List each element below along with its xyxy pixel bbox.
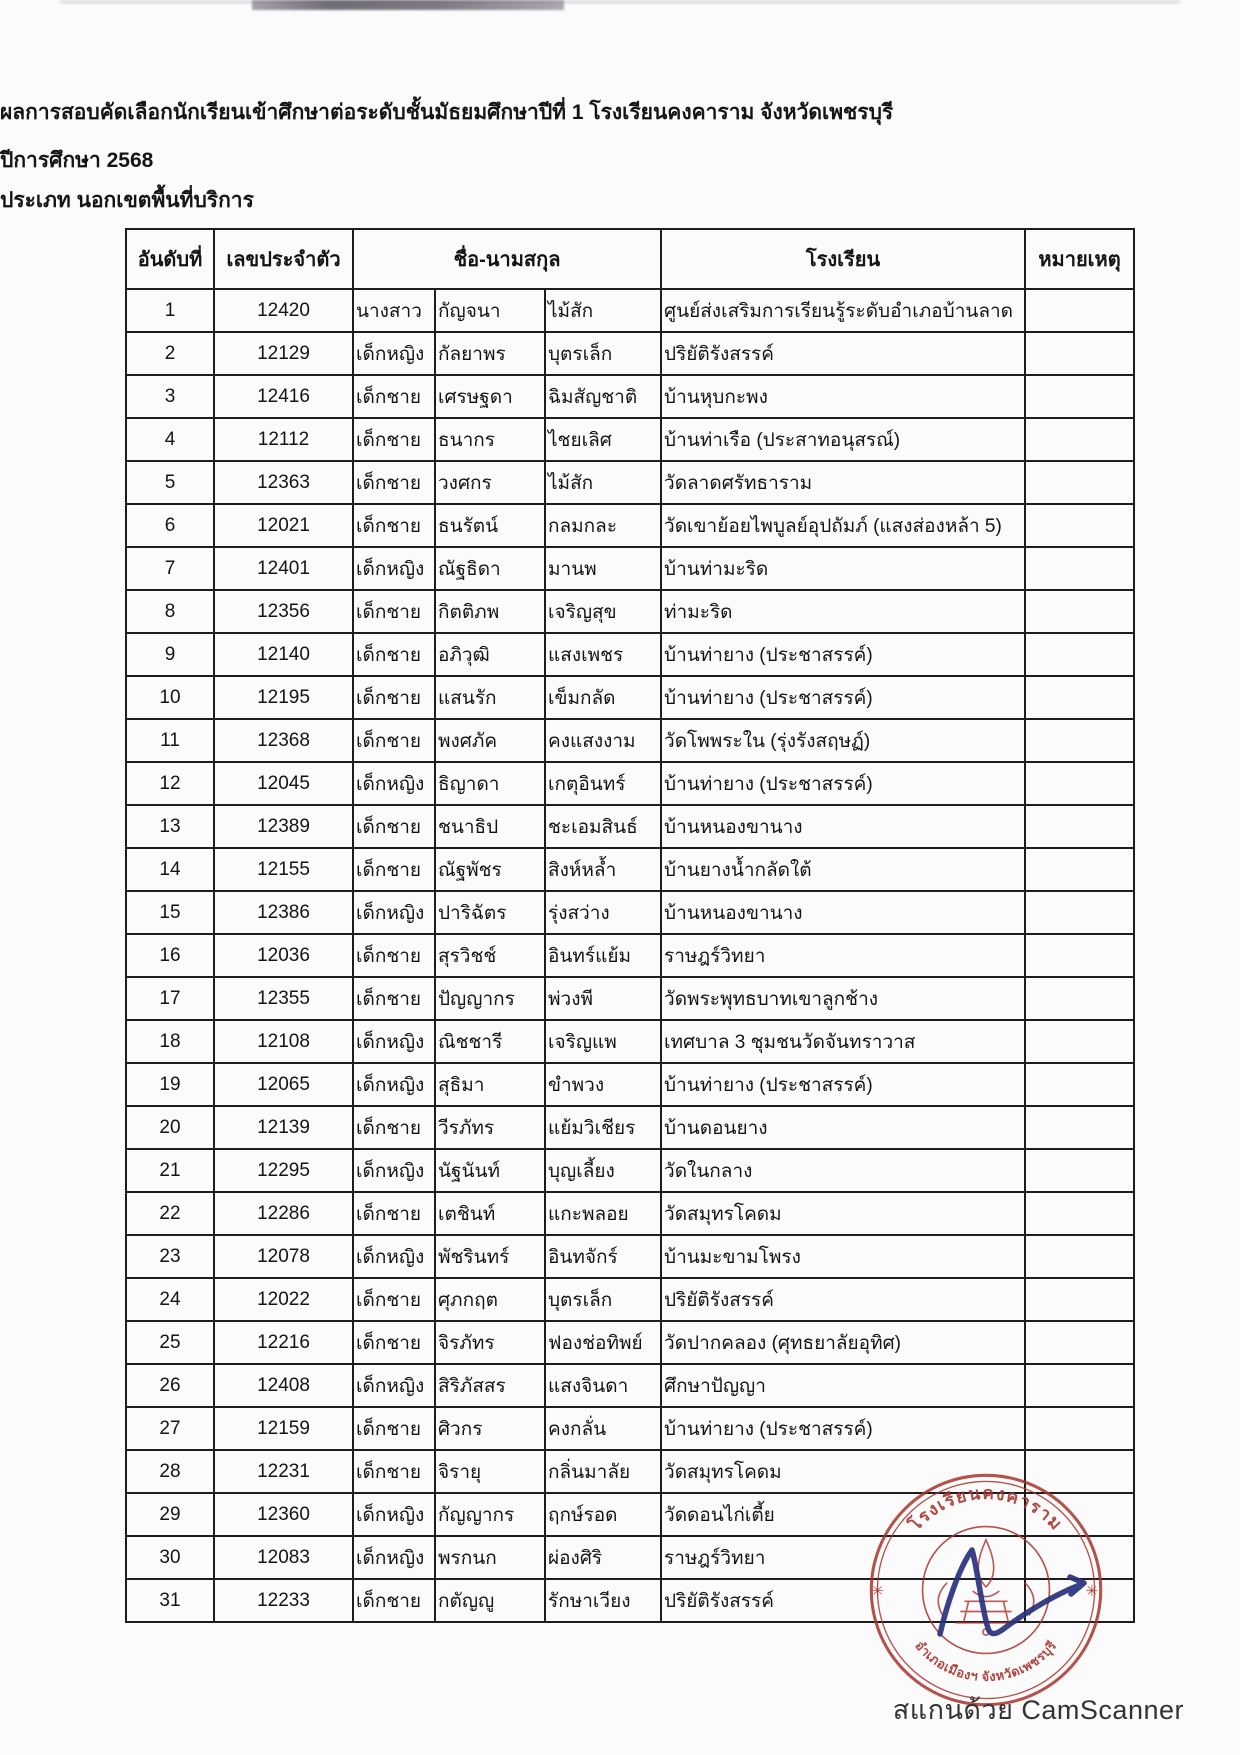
cell-title: เด็กชาย	[353, 719, 435, 762]
cell-student-id: 12078	[214, 1235, 353, 1278]
cell-first-name: กัญจนา	[435, 289, 545, 332]
table-row	[126, 1536, 1134, 1579]
table-row	[126, 1450, 1134, 1493]
cell-remark	[1025, 891, 1134, 934]
cell-last-name: ผ่องศิริ	[545, 1536, 661, 1579]
cell-remark	[1025, 547, 1134, 590]
cell-last-name: ฤกษ์รอด	[545, 1493, 661, 1536]
cell-remark	[1025, 590, 1134, 633]
cell-student-id: 12295	[214, 1149, 353, 1192]
cell-rank: 28	[126, 1450, 214, 1493]
cell-first-name: พงศภัค	[435, 719, 545, 762]
cell-first-name: ธิญาดา	[435, 762, 545, 805]
cell-rank: 21	[126, 1149, 214, 1192]
cell-remark	[1025, 1407, 1134, 1450]
header-student-id: เลขประจำตัว	[214, 229, 353, 289]
cell-title: เด็กชาย	[353, 676, 435, 719]
table-row	[126, 1149, 1134, 1192]
cell-school: บ้านดอนยาง	[661, 1106, 1025, 1149]
cell-title: เด็กชาย	[353, 375, 435, 418]
cell-student-id: 12159	[214, 1407, 353, 1450]
cell-student-id: 12233	[214, 1579, 353, 1622]
cell-title: เด็กหญิง	[353, 1493, 435, 1536]
category-line: ประเภท นอกเขตพื้นที่บริการ	[0, 189, 254, 212]
cell-last-name: เจริญสุข	[545, 590, 661, 633]
cell-school: บ้านท่ายาง (ประชาสรรค์)	[661, 633, 1025, 676]
cell-remark	[1025, 1106, 1134, 1149]
cell-student-id: 12401	[214, 547, 353, 590]
cell-last-name: แสงเพชร	[545, 633, 661, 676]
cell-remark	[1025, 1493, 1134, 1536]
cell-first-name: ณิชชารี	[435, 1020, 545, 1063]
cell-school: บ้านหนองขานาง	[661, 891, 1025, 934]
cell-rank: 14	[126, 848, 214, 891]
academic-year-line: ปีการศึกษา 2568	[0, 149, 154, 172]
seal-bottom-text: อำเภอเมืองฯ จังหวัดเพชรบุรี	[912, 1637, 1060, 1685]
cell-rank: 23	[126, 1235, 214, 1278]
table-row	[126, 504, 1134, 547]
cell-remark	[1025, 1450, 1134, 1493]
cell-student-id: 12021	[214, 504, 353, 547]
cell-remark	[1025, 418, 1134, 461]
cell-student-id: 12360	[214, 1493, 353, 1536]
cell-title: เด็กชาย	[353, 633, 435, 676]
cell-last-name: ไม้สัก	[545, 461, 661, 504]
cell-first-name: พรกนก	[435, 1536, 545, 1579]
cell-first-name: ปาริฉัตร	[435, 891, 545, 934]
cell-first-name: วีรภัทร	[435, 1106, 545, 1149]
cell-remark	[1025, 1192, 1134, 1235]
cell-title: เด็กหญิง	[353, 1235, 435, 1278]
cell-student-id: 12022	[214, 1278, 353, 1321]
table-row	[126, 547, 1134, 590]
cell-student-id: 12355	[214, 977, 353, 1020]
cell-first-name: เตชินท์	[435, 1192, 545, 1235]
cell-rank: 17	[126, 977, 214, 1020]
cell-rank: 29	[126, 1493, 214, 1536]
cell-student-id: 12139	[214, 1106, 353, 1149]
cell-first-name: สุรวิชช์	[435, 934, 545, 977]
cell-school: บ้านท่ายาง (ประชาสรรค์)	[661, 1063, 1025, 1106]
cell-school: วัดในกลาง	[661, 1149, 1025, 1192]
cell-title: เด็กหญิง	[353, 1020, 435, 1063]
cell-school: บ้านหุบกะพง	[661, 375, 1025, 418]
cell-rank: 27	[126, 1407, 214, 1450]
cell-first-name: จิรภัทร	[435, 1321, 545, 1364]
table-row	[126, 590, 1134, 633]
cell-remark	[1025, 805, 1134, 848]
cell-school: วัดสมุทรโคดม	[661, 1450, 1025, 1493]
cell-student-id: 12363	[214, 461, 353, 504]
cell-school: บ้านท่ายาง (ประชาสรรค์)	[661, 762, 1025, 805]
cell-title: เด็กชาย	[353, 1192, 435, 1235]
cell-title: เด็กชาย	[353, 1106, 435, 1149]
cell-rank: 15	[126, 891, 214, 934]
table-row	[126, 1106, 1134, 1149]
cell-school: บ้านมะขามโพรง	[661, 1235, 1025, 1278]
cell-student-id: 12389	[214, 805, 353, 848]
cell-last-name: คงกลั่น	[545, 1407, 661, 1450]
table-row	[126, 1493, 1134, 1536]
cell-title: เด็กหญิง	[353, 1364, 435, 1407]
cell-title: นางสาว	[353, 289, 435, 332]
cell-title: เด็กชาย	[353, 504, 435, 547]
table-row	[126, 1278, 1134, 1321]
cell-first-name: ชนาธิป	[435, 805, 545, 848]
cell-school: วัดพระพุทธบาทเขาลูกช้าง	[661, 977, 1025, 1020]
cell-title: เด็กชาย	[353, 1278, 435, 1321]
table-row	[126, 633, 1134, 676]
header-rank: อันดับที่	[126, 229, 214, 289]
cell-last-name: มานพ	[545, 547, 661, 590]
cell-school: วัดเขาย้อยไพบูลย์อุปถัมภ์ (แสงส่องหล้า 5)	[661, 504, 1025, 547]
cell-title: เด็กชาย	[353, 805, 435, 848]
cell-student-id: 12112	[214, 418, 353, 461]
cell-first-name: วงศกร	[435, 461, 545, 504]
cell-last-name: ฉิมสัญชาติ	[545, 375, 661, 418]
cell-rank: 11	[126, 719, 214, 762]
cell-first-name: ธนากร	[435, 418, 545, 461]
cell-last-name: แกะพลอย	[545, 1192, 661, 1235]
cell-last-name: คงแสงงาม	[545, 719, 661, 762]
cell-remark	[1025, 633, 1134, 676]
cell-rank: 30	[126, 1536, 214, 1579]
table-row	[126, 1321, 1134, 1364]
header-remark: หมายเหตุ	[1025, 229, 1134, 289]
cell-rank: 8	[126, 590, 214, 633]
cell-school: บ้านท่ายาง (ประชาสรรค์)	[661, 676, 1025, 719]
cell-title: เด็กชาย	[353, 1407, 435, 1450]
cell-title: เด็กหญิง	[353, 547, 435, 590]
cell-first-name: กิตติภพ	[435, 590, 545, 633]
cell-student-id: 12416	[214, 375, 353, 418]
cell-last-name: บุตรเล็ก	[545, 332, 661, 375]
cell-school: วัดปากคลอง (ศุทธยาลัยอุทิศ)	[661, 1321, 1025, 1364]
cell-remark	[1025, 1321, 1134, 1364]
seal-top-text: โรงเรียนคงคาราม	[904, 1482, 1068, 1535]
cell-last-name: บุตรเล็ก	[545, 1278, 661, 1321]
cell-last-name: รักษาเวียง	[545, 1579, 661, 1622]
cell-title: เด็กหญิง	[353, 1063, 435, 1106]
cell-last-name: เข็มกลัด	[545, 676, 661, 719]
table-row	[126, 676, 1134, 719]
cell-last-name: พ่วงพี	[545, 977, 661, 1020]
cell-title: เด็กชาย	[353, 1579, 435, 1622]
cell-remark	[1025, 1364, 1134, 1407]
table-row	[126, 762, 1134, 805]
cell-last-name: ไชยเลิศ	[545, 418, 661, 461]
cell-rank: 26	[126, 1364, 214, 1407]
cell-remark	[1025, 1579, 1134, 1622]
table-row	[126, 1364, 1134, 1407]
cell-rank: 31	[126, 1579, 214, 1622]
cell-title: เด็กชาย	[353, 418, 435, 461]
cell-last-name: ขำพวง	[545, 1063, 661, 1106]
cell-rank: 5	[126, 461, 214, 504]
cell-last-name: ชะเอมสินธ์	[545, 805, 661, 848]
table-row	[126, 805, 1134, 848]
cell-last-name: ไม้สัก	[545, 289, 661, 332]
cell-first-name: ณัฐพัชร	[435, 848, 545, 891]
header-school: โรงเรียน	[661, 229, 1025, 289]
table-row	[126, 289, 1134, 332]
cell-remark	[1025, 1149, 1134, 1192]
cell-school: ปริยัติรังสรรค์	[661, 332, 1025, 375]
cell-first-name: กัญญากร	[435, 1493, 545, 1536]
cell-rank: 13	[126, 805, 214, 848]
cell-remark	[1025, 1063, 1134, 1106]
cell-school: วัดลาดศรัทธาราม	[661, 461, 1025, 504]
cell-first-name: สิริภัสสร	[435, 1364, 545, 1407]
cell-title: เด็กหญิง	[353, 1536, 435, 1579]
table-row	[126, 977, 1134, 1020]
cell-student-id: 12036	[214, 934, 353, 977]
scan-noise-strip	[60, 0, 1180, 4]
cell-remark	[1025, 1278, 1134, 1321]
cell-rank: 7	[126, 547, 214, 590]
table-row	[126, 1235, 1134, 1278]
cell-school: วัดสมุทรโคดม	[661, 1192, 1025, 1235]
cell-school: ศึกษาปัญญา	[661, 1364, 1025, 1407]
cell-school: ปริยัติรังสรรค์	[661, 1579, 1025, 1622]
cell-school: วัดโพพระใน (รุ่งรังสฤษฏ์)	[661, 719, 1025, 762]
cell-first-name: ศิวกร	[435, 1407, 545, 1450]
cell-student-id: 12286	[214, 1192, 353, 1235]
cell-student-id: 12045	[214, 762, 353, 805]
cell-first-name: สุธิมา	[435, 1063, 545, 1106]
cell-rank: 16	[126, 934, 214, 977]
cell-student-id: 12195	[214, 676, 353, 719]
table-header-row	[126, 229, 1134, 289]
cell-rank: 18	[126, 1020, 214, 1063]
cell-last-name: กลมกละ	[545, 504, 661, 547]
results-table-body	[126, 289, 1134, 1622]
document-title: ผลการสอบคัดเลือกนักเรียนเข้าศึกษาต่อระดับชั้นมัธยมศึกษาปีที่ 1 โรงเรียนคงคาราม จังหวัดเพชรบุรี	[0, 101, 894, 124]
cell-first-name: พัชรินทร์	[435, 1235, 545, 1278]
cell-rank: 12	[126, 762, 214, 805]
cell-title: เด็กหญิง	[353, 891, 435, 934]
cell-title: เด็กชาย	[353, 934, 435, 977]
cell-rank: 10	[126, 676, 214, 719]
table-row	[126, 1579, 1134, 1622]
cell-last-name: อินทร์แย้ม	[545, 934, 661, 977]
cell-remark	[1025, 676, 1134, 719]
cell-rank: 24	[126, 1278, 214, 1321]
cell-school: ท่ามะริด	[661, 590, 1025, 633]
cell-last-name: เจริญแพ	[545, 1020, 661, 1063]
cell-rank: 3	[126, 375, 214, 418]
cell-student-id: 12386	[214, 891, 353, 934]
cell-rank: 25	[126, 1321, 214, 1364]
cell-title: เด็กหญิง	[353, 762, 435, 805]
cell-title: เด็กชาย	[353, 1450, 435, 1493]
cell-title: เด็กชาย	[353, 461, 435, 504]
cell-school: บ้านท่าเรือ (ประสาทอนุสรณ์)	[661, 418, 1025, 461]
table-row	[126, 1407, 1134, 1450]
cell-school: ปริยัติรังสรรค์	[661, 1278, 1025, 1321]
scan-artifact-bar	[252, 0, 564, 10]
cell-first-name: ปัญญากร	[435, 977, 545, 1020]
cell-rank: 9	[126, 633, 214, 676]
cell-remark	[1025, 1020, 1134, 1063]
cell-school: ราษฎร์วิทยา	[661, 1536, 1025, 1579]
cell-rank: 20	[126, 1106, 214, 1149]
cell-remark	[1025, 375, 1134, 418]
cell-last-name: อินทจักร์	[545, 1235, 661, 1278]
cell-school: บ้านหนองขานาง	[661, 805, 1025, 848]
cell-title: เด็กชาย	[353, 1321, 435, 1364]
cell-first-name: ธนรัตน์	[435, 504, 545, 547]
cell-student-id: 12155	[214, 848, 353, 891]
cell-rank: 4	[126, 418, 214, 461]
camscanner-credit: สแกนด้วย CamScanner	[892, 1695, 1184, 1725]
cell-remark	[1025, 1536, 1134, 1579]
cell-last-name: กลิ่นมาลัย	[545, 1450, 661, 1493]
svg-text:อำเภอเมืองฯ จังหวัดเพชรบุรี	[912, 1638, 1059, 1684]
cell-title: เด็กชาย	[353, 590, 435, 633]
table-row	[126, 934, 1134, 977]
cell-first-name: ศุภกฤต	[435, 1278, 545, 1321]
cell-school: ราษฎร์วิทยา	[661, 934, 1025, 977]
cell-remark	[1025, 1235, 1134, 1278]
cell-last-name: สิงห์หล้ำ	[545, 848, 661, 891]
seal-left-star-icon: ✳	[871, 1583, 885, 1601]
header-name: ชื่อ-นามสกุล	[353, 229, 661, 289]
cell-title: เด็กหญิง	[353, 332, 435, 375]
cell-school: บ้านท่ามะริด	[661, 547, 1025, 590]
table-row	[126, 332, 1134, 375]
cell-last-name: แย้มวิเชียร	[545, 1106, 661, 1149]
cell-remark	[1025, 848, 1134, 891]
cell-school: บ้านยางน้ำกลัดใต้	[661, 848, 1025, 891]
cell-rank: 1	[126, 289, 214, 332]
table-row	[126, 719, 1134, 762]
table-row	[126, 375, 1134, 418]
cell-remark	[1025, 332, 1134, 375]
cell-first-name: อภิวุฒิ	[435, 633, 545, 676]
cell-first-name: แสนรัก	[435, 676, 545, 719]
cell-student-id: 12368	[214, 719, 353, 762]
cell-student-id: 12216	[214, 1321, 353, 1364]
cell-title: เด็กหญิง	[353, 1149, 435, 1192]
cell-student-id: 12420	[214, 289, 353, 332]
cell-remark	[1025, 719, 1134, 762]
cell-last-name: แสงจินดา	[545, 1364, 661, 1407]
results-table	[125, 228, 1135, 1623]
cell-rank: 2	[126, 332, 214, 375]
cell-school: เทศบาล 3 ชุมชนวัดจันทราวาส	[661, 1020, 1025, 1063]
cell-last-name: รุ่งสว่าง	[545, 891, 661, 934]
cell-school: บ้านท่ายาง (ประชาสรรค์)	[661, 1407, 1025, 1450]
cell-remark	[1025, 461, 1134, 504]
cell-rank: 6	[126, 504, 214, 547]
cell-student-id: 12083	[214, 1536, 353, 1579]
cell-last-name: บุญเลี้ยง	[545, 1149, 661, 1192]
cell-first-name: กตัญญู	[435, 1579, 545, 1622]
cell-last-name: เกตุอินทร์	[545, 762, 661, 805]
cell-last-name: ฟองช่อทิพย์	[545, 1321, 661, 1364]
cell-remark	[1025, 289, 1134, 332]
cell-first-name: นัฐนันท์	[435, 1149, 545, 1192]
cell-student-id: 12129	[214, 332, 353, 375]
table-row	[126, 848, 1134, 891]
table-row	[126, 1192, 1134, 1235]
cell-rank: 22	[126, 1192, 214, 1235]
cell-school: ศูนย์ส่งเสริมการเรียนรู้ระดับอำเภอบ้านลาด	[661, 289, 1025, 332]
cell-student-id: 12356	[214, 590, 353, 633]
table-row	[126, 461, 1134, 504]
cell-rank: 19	[126, 1063, 214, 1106]
cell-title: เด็กชาย	[353, 977, 435, 1020]
cell-student-id: 12108	[214, 1020, 353, 1063]
cell-title: เด็กชาย	[353, 848, 435, 891]
seal-right-star-icon: ✳	[1085, 1583, 1099, 1601]
table-row	[126, 418, 1134, 461]
table-row	[126, 1020, 1134, 1063]
cell-first-name: กัลยาพร	[435, 332, 545, 375]
cell-student-id: 12231	[214, 1450, 353, 1493]
cell-student-id: 12065	[214, 1063, 353, 1106]
table-row	[126, 891, 1134, 934]
cell-school: วัดดอนไก่เตี้ย	[661, 1493, 1025, 1536]
cell-first-name: เศรษฐดา	[435, 375, 545, 418]
cell-first-name: ณัฐธิดา	[435, 547, 545, 590]
cell-remark	[1025, 504, 1134, 547]
cell-student-id: 12140	[214, 633, 353, 676]
cell-remark	[1025, 762, 1134, 805]
cell-remark	[1025, 934, 1134, 977]
cell-first-name: จิรายุ	[435, 1450, 545, 1493]
table-row	[126, 1063, 1134, 1106]
cell-student-id: 12408	[214, 1364, 353, 1407]
cell-remark	[1025, 977, 1134, 1020]
